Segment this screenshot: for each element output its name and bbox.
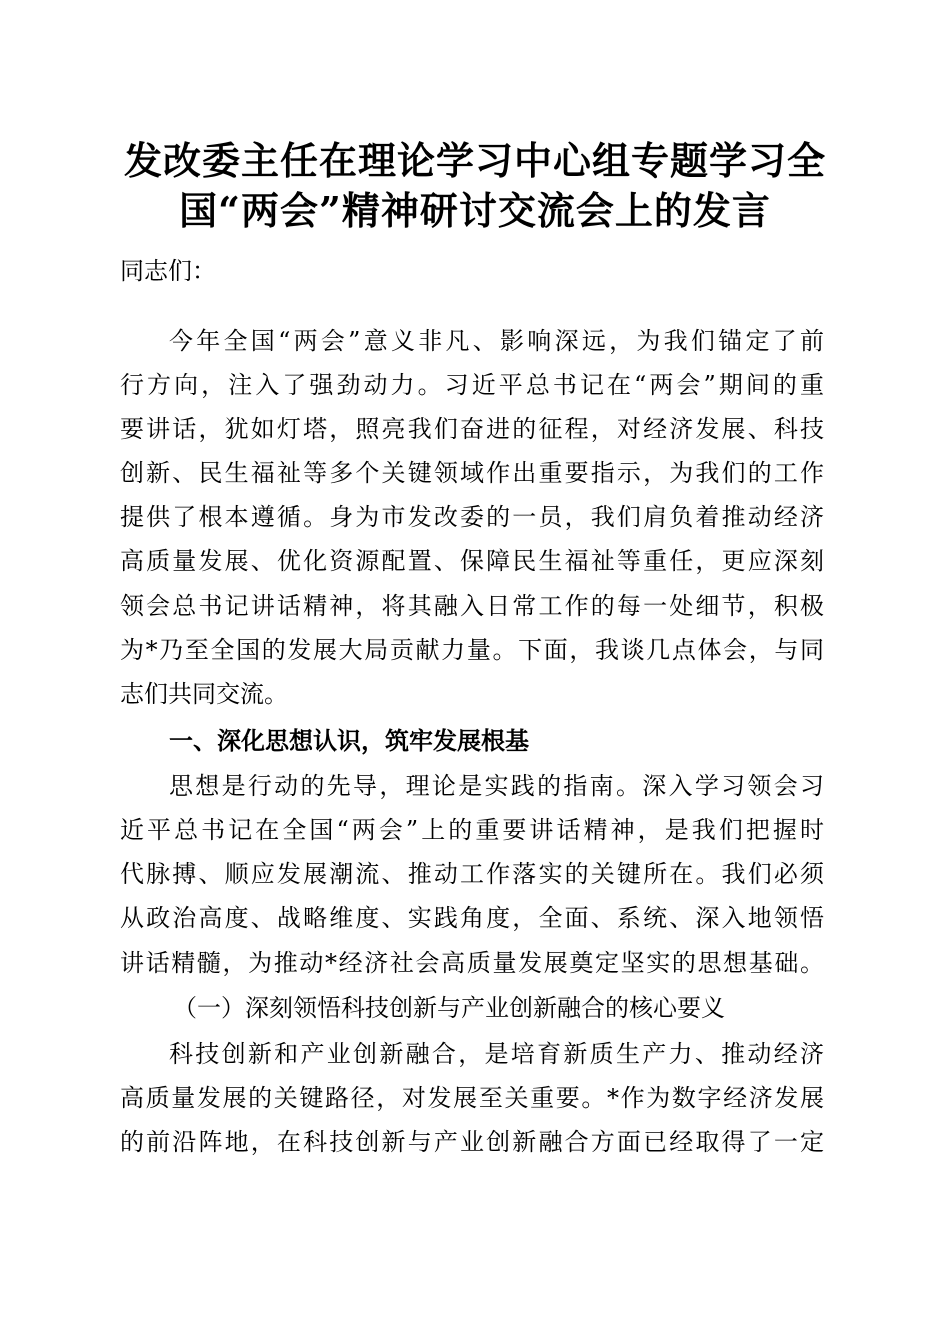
para1-line-5: 提供了根本遵循。身为市发改委的一员，我们肩负着推动经济 bbox=[120, 503, 824, 531]
para2-line-2: 近平总书记在全国“两会”上的重要讲话精神，是我们把握时 bbox=[120, 816, 824, 844]
para3-line-2: 高质量发展的关键路径，对发展至关重要。*作为数字经济发展 bbox=[120, 1084, 824, 1112]
para1-line-6: 高质量发展、优化资源配置、保障民生福祉等重任，更应深刻 bbox=[120, 547, 824, 575]
title-line-1: 发改委主任在理论学习中心组专题学习全 bbox=[123, 138, 826, 183]
para1-line-9: 志们共同交流。 bbox=[120, 680, 288, 708]
para2-line-4: 从政治高度、战略维度、实践角度，全面、系统、深入地领悟 bbox=[120, 904, 824, 932]
para1-line-7: 领会总书记讲话精神，将其融入日常工作的每一处细节，积极 bbox=[120, 592, 824, 620]
para1-line-3: 要讲话，犹如灯塔，照亮我们奋进的征程，对经济发展、科技 bbox=[120, 415, 824, 443]
para1-line-4: 创新、民生福祉等多个关键领域作出重要指示，为我们的工作 bbox=[120, 459, 824, 487]
para1-line-2: 行方向，注入了强劲动力。习近平总书记在“两会”期间的重 bbox=[120, 371, 824, 399]
para3-line-3: 的前沿阵地，在科技创新与产业创新融合方面已经取得了一定 bbox=[120, 1128, 824, 1156]
salutation: 同志们： bbox=[120, 257, 216, 285]
subsection-heading-1: （一）深刻领悟科技创新与产业创新融合的核心要义 bbox=[173, 994, 725, 1022]
document-title bbox=[110, 136, 840, 236]
para2-line-1: 思想是行动的先导，理论是实践的指南。深入学习领会习 bbox=[169, 772, 824, 800]
para1-line-8: 为*乃至全国的发展大局贡献力量。下面，我谈几点体会，与同 bbox=[120, 636, 824, 664]
para1-line-1: 今年全国“两会”意义非凡、影响深远，为我们锚定了前 bbox=[169, 327, 824, 355]
para2-line-3: 代脉搏、顺应发展潮流、推动工作落实的关键所在。我们必须 bbox=[120, 860, 824, 888]
section-heading-1: 一、深化思想认识，筑牢发展根基 bbox=[169, 727, 529, 755]
title-line-2: 国“两会”精神研讨交流会上的发言 bbox=[179, 188, 771, 233]
para3-line-1: 科技创新和产业创新融合，是培育新质生产力、推动经济 bbox=[169, 1040, 824, 1068]
para2-line-5: 讲话精髓，为推动*经济社会高质量发展奠定坚实的思想基础。 bbox=[120, 949, 824, 977]
